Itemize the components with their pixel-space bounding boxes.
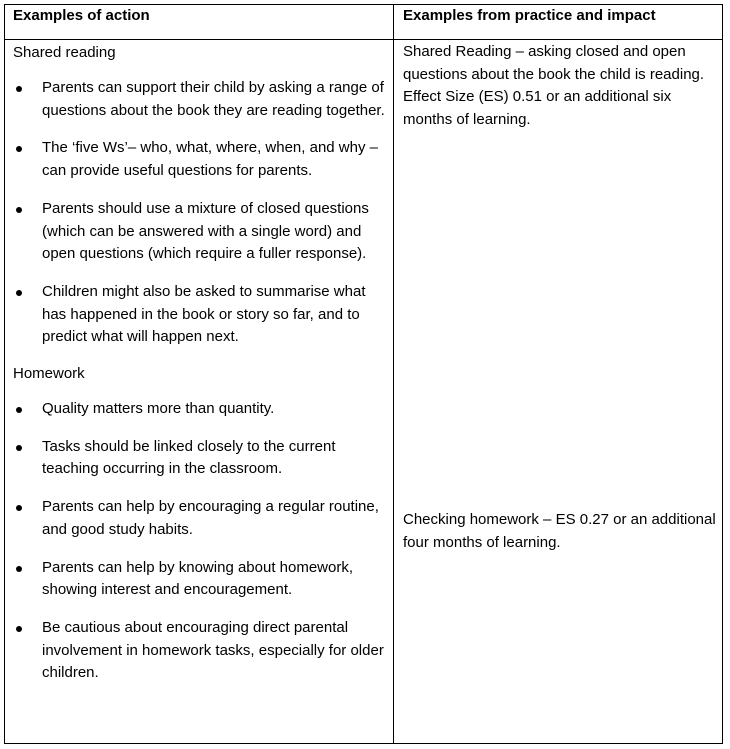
list-item-text: Parents can help by knowing about homework, showing interest and encouragement.	[42, 558, 354, 599]
impact-shared-reading: Shared Reading – asking closed and open questions about the book the child is reading. Effect Size (ES) 0.51 or an additional six months of learning.	[403, 43, 705, 129]
bullet-icon	[16, 146, 22, 152]
list-item	[13, 198, 385, 266]
list-item	[13, 137, 385, 182]
list-item-text: Parents can help by encouraging a regular routine, and good study habits.	[42, 498, 379, 538]
header-examples-of-action: Examples of action	[13, 7, 150, 24]
list-item-text: The ‘five Ws’– who, what, where, when, and why – can provide useful questions for parents.	[42, 139, 378, 180]
list-item-text: Parents can support their child by asking a range of questions about the book they are reading together.	[42, 79, 385, 119]
header-examples-from-practice: Examples from practice and impact	[403, 7, 656, 24]
list-item	[13, 496, 385, 541]
list-item-text: Children might also be asked to summarise what has happened in the book or story so far, and to predict what will happen next.	[42, 282, 366, 346]
list-item	[13, 281, 385, 349]
bullet-icon	[16, 86, 22, 92]
list-item	[13, 398, 385, 421]
bullet-icon	[16, 207, 22, 213]
section-title-shared-reading: Shared reading	[13, 44, 116, 61]
column-divider	[393, 5, 394, 743]
list-item-text: Parents should use a mixture of closed questions (which can be answered with a single word) and open questions (which require a fuller response).	[42, 199, 369, 263]
action-impact-table	[4, 4, 723, 744]
list-item-text: Tasks should be linked closely to the current teaching occurring in the classroom.	[42, 437, 336, 478]
section-title-homework: Homework	[13, 365, 85, 383]
list-item-text: Quality matters more than quantity.	[42, 400, 275, 418]
bullet-icon	[16, 505, 22, 511]
impact-homework: Checking homework – ES 0.27 or an additional four months of learning.	[403, 511, 716, 551]
list-item	[13, 436, 385, 481]
list-item	[13, 617, 385, 685]
list-item	[13, 557, 385, 602]
bullet-icon	[16, 626, 22, 632]
bullet-icon	[16, 407, 22, 413]
list-item-text: Be cautious about encouraging direct parental involvement in homework tasks, especially for older children.	[42, 618, 384, 682]
homework-list	[13, 398, 385, 685]
bullet-icon	[16, 566, 22, 572]
right-column	[403, 40, 719, 551]
list-item	[13, 77, 385, 122]
bullet-icon	[16, 290, 22, 296]
bullet-icon	[16, 445, 22, 451]
left-column	[13, 40, 385, 685]
shared-reading-list	[13, 77, 385, 349]
